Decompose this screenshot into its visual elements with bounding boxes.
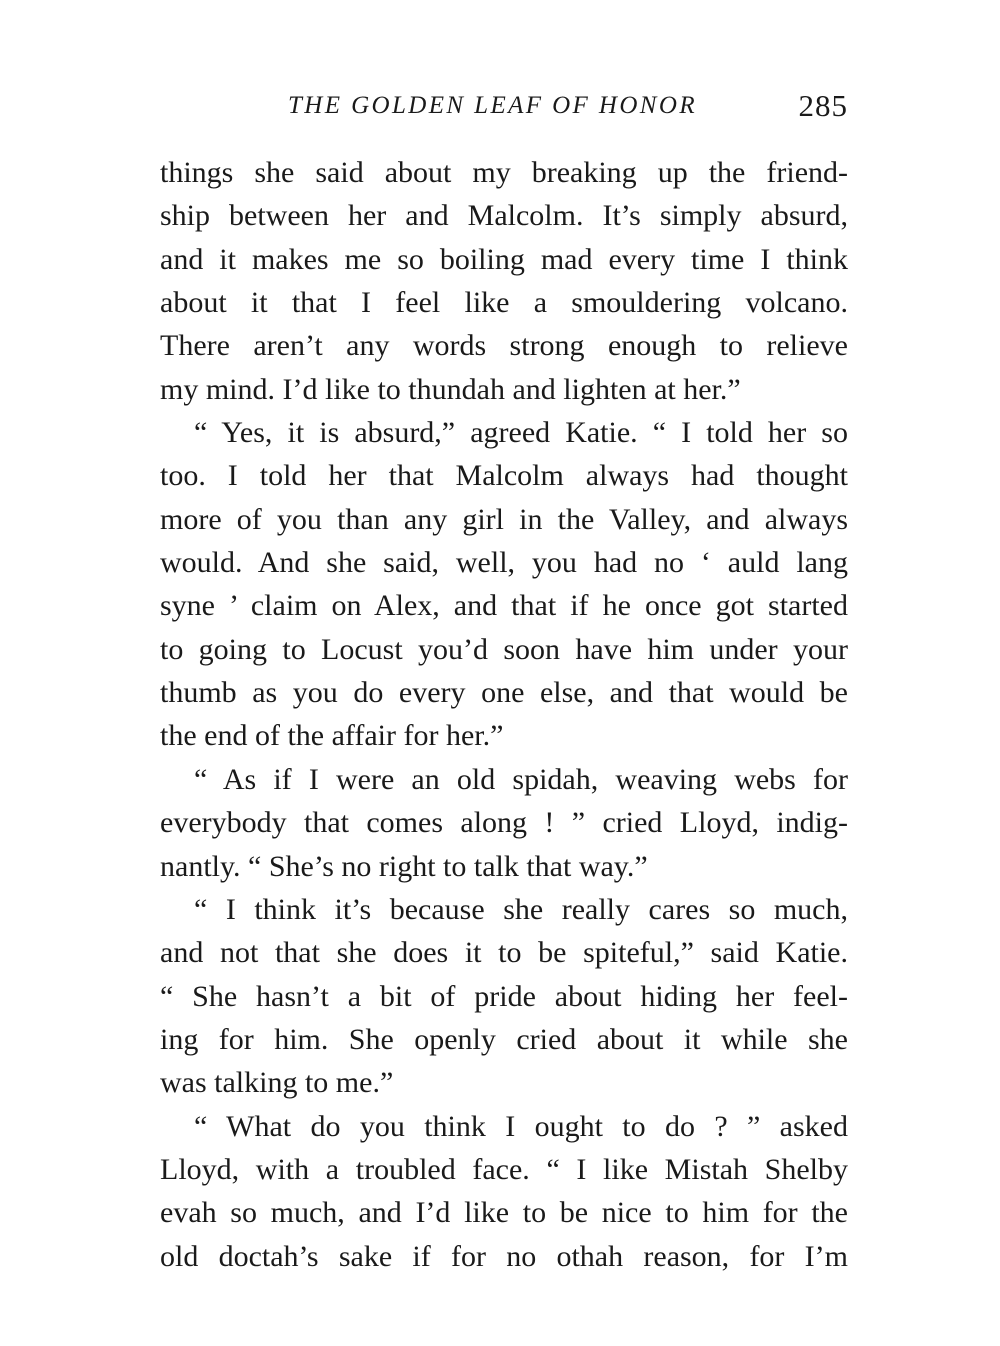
text-line: ing for him. She openly cried about it while she bbox=[160, 1022, 848, 1056]
running-header bbox=[160, 86, 848, 126]
text-line: everybody that comes along ! ” cried Lloyd, indig- bbox=[160, 806, 848, 840]
text-line: was talking to me.” bbox=[160, 1066, 394, 1100]
text-line: There aren’t any words strong enough to relieve bbox=[160, 329, 848, 363]
text-line: “ I think it’s because she really cares so much, bbox=[194, 892, 848, 926]
text-line: nantly. “ She’s no right to talk that way.” bbox=[160, 849, 648, 883]
text-line: about it that I feel like a smouldering volcano. bbox=[160, 286, 848, 320]
text-line: more of you than any girl in the Valley, and always bbox=[160, 502, 848, 536]
page-number: 285 bbox=[798, 88, 848, 123]
text-line: “ She hasn’t a bit of pride about hiding her feel- bbox=[160, 979, 848, 1013]
text-line: my mind. I’d like to thundah and lighten at her.” bbox=[160, 372, 741, 406]
text-line: old doctah’s sake if for no othah reason, for I’m bbox=[160, 1239, 848, 1273]
text-line: to going to Locust you’d soon have him under your bbox=[160, 632, 848, 666]
text-line: would. And she said, well, you had no ‘ auld lang bbox=[160, 546, 848, 580]
running-title: THE GOLDEN LEAF OF HONOR bbox=[288, 92, 697, 119]
text-line: ship between her and Malcolm. It’s simply absurd, bbox=[160, 199, 848, 233]
text-line: “ What do you think I ought to do ? ” asked bbox=[194, 1109, 848, 1143]
text-line: and not that she does it to be spiteful,” said Katie. bbox=[160, 936, 848, 970]
body-text bbox=[160, 151, 848, 1278]
text-line: evah so much, and I’d like to be nice to him for the bbox=[160, 1196, 848, 1230]
text-line: Lloyd, with a troubled face. “ I like Mistah Shelby bbox=[160, 1152, 848, 1186]
text-line: the end of the affair for her.” bbox=[160, 719, 504, 753]
text-line: “ Yes, it is absurd,” agreed Katie. “ I told her so bbox=[194, 416, 848, 450]
text-line: too. I told her that Malcolm always had thought bbox=[160, 459, 848, 493]
text-line: and it makes me so boiling mad every time I think bbox=[160, 242, 848, 276]
text-line: “ As if I were an old spidah, weaving webs for bbox=[194, 762, 848, 796]
text-line: syne ’ claim on Alex, and that if he once got started bbox=[160, 589, 848, 623]
text-line: thumb as you do every one else, and that would be bbox=[160, 676, 848, 710]
text-line: things she said about my breaking up the friend- bbox=[160, 156, 848, 189]
